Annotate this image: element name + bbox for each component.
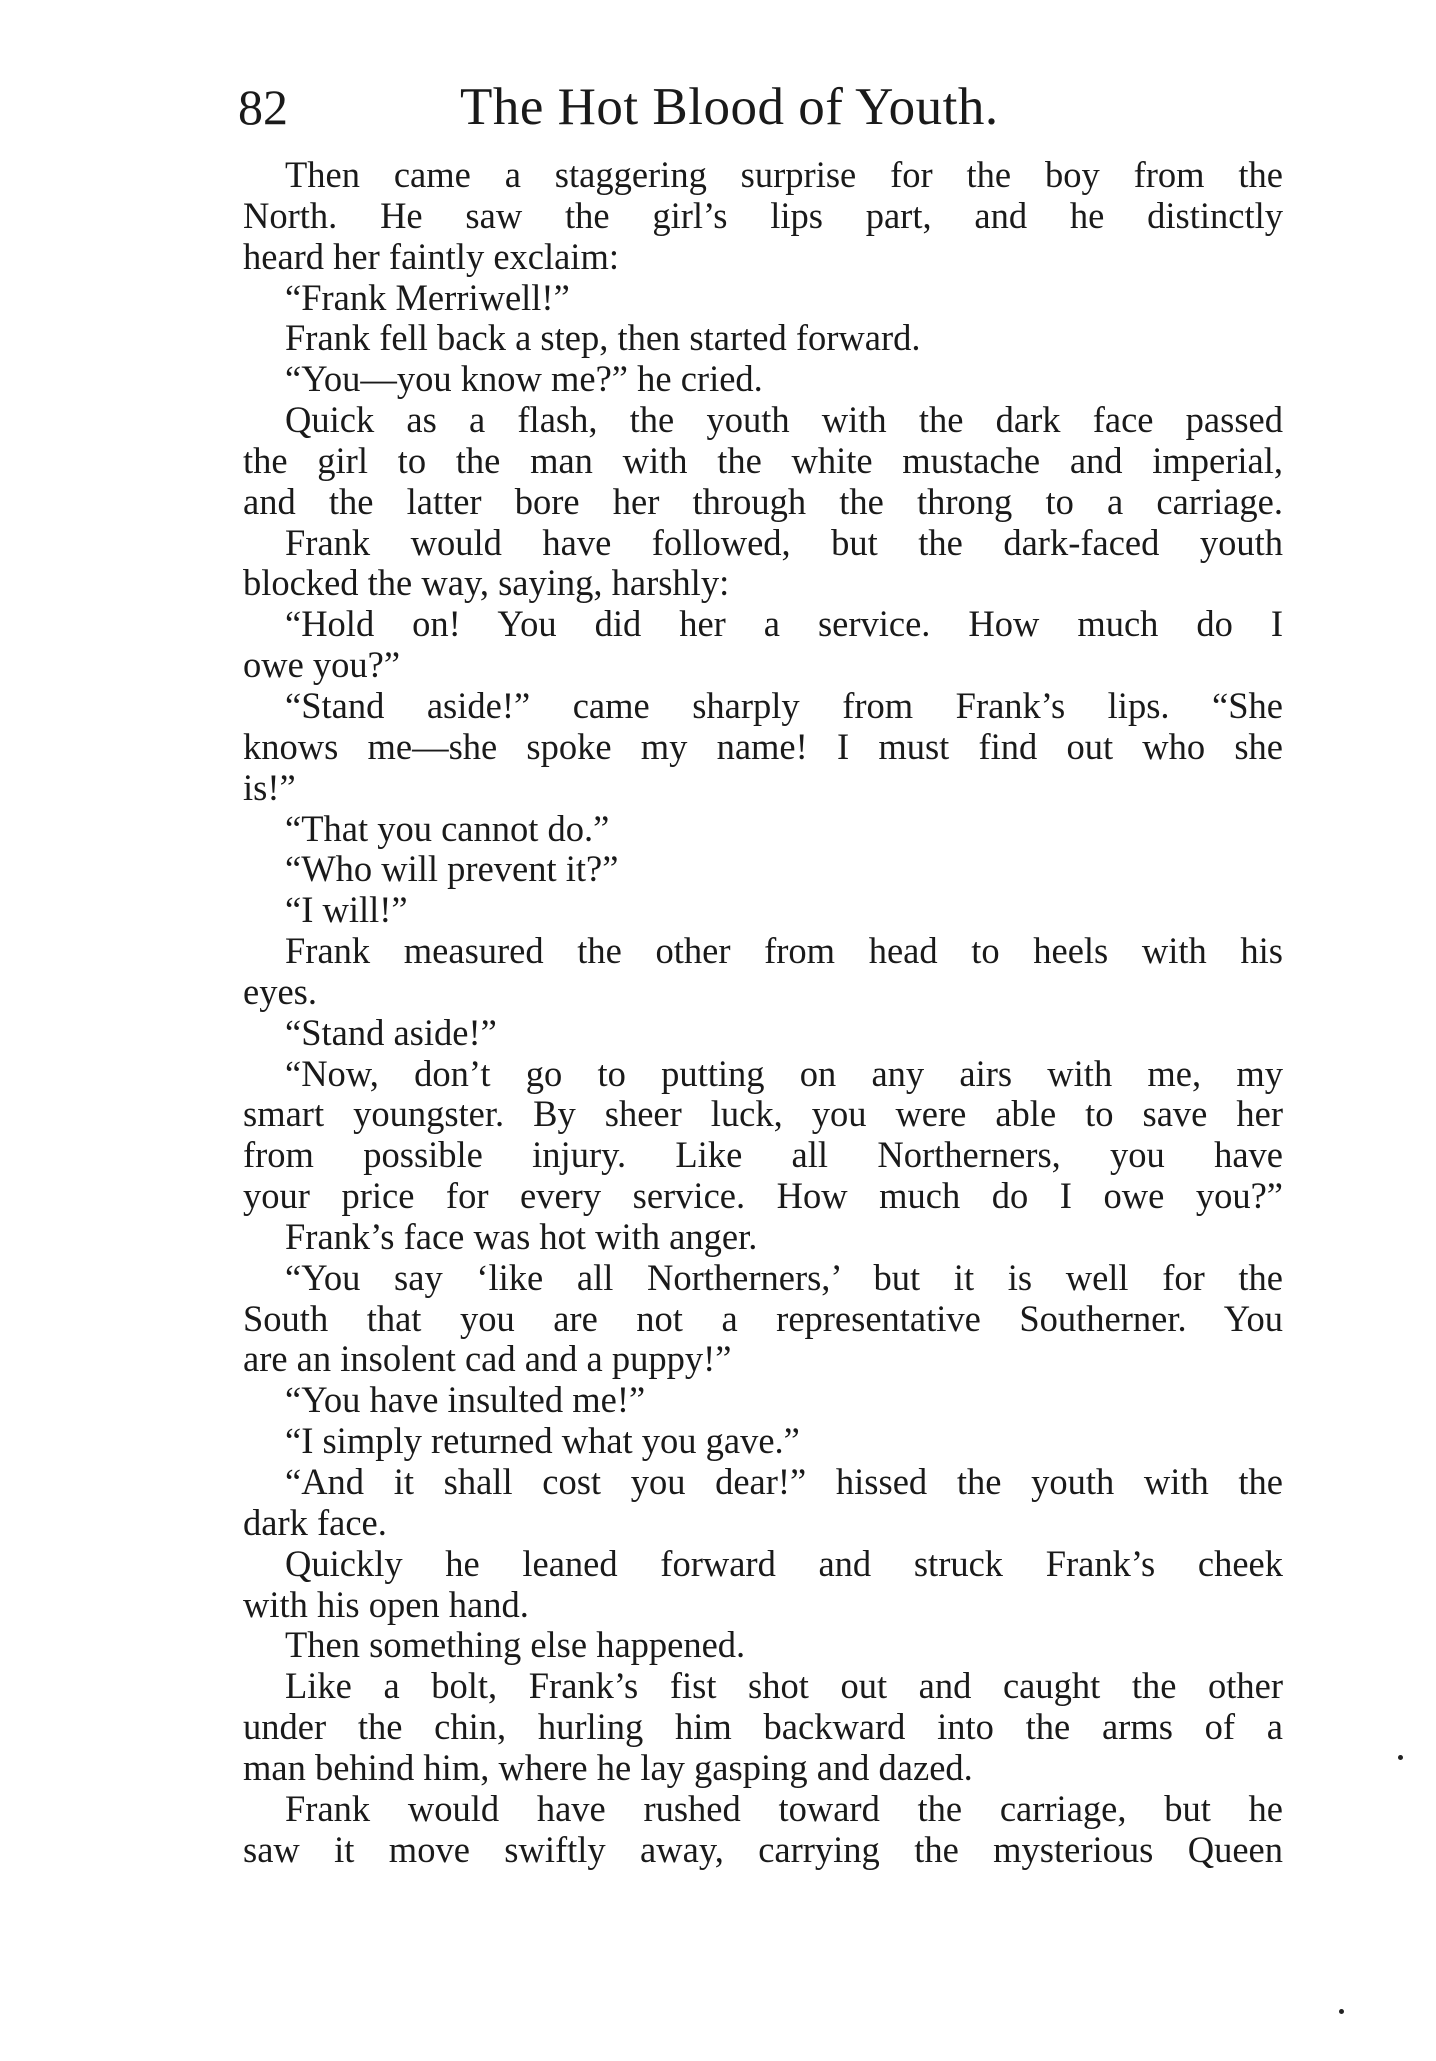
text-line: “You—you know me?” he cried. bbox=[285, 359, 763, 400]
text-line: Then something else happened. bbox=[285, 1625, 746, 1666]
text-line: with his open hand. bbox=[243, 1584, 529, 1625]
text-line: Frank’s face was hot with anger. bbox=[285, 1216, 758, 1257]
text-line: heard her faintly exclaim: bbox=[243, 236, 619, 277]
text-line: Quickly he leaned forward and struck Frank’s cheek bbox=[285, 1543, 1283, 1584]
text-line: are an insolent cad and a puppy!” bbox=[243, 1339, 732, 1380]
text-line: “Stand aside!” came sharply from Frank’s lips. “She bbox=[285, 685, 1283, 726]
text-line: “You say ‘like all Northerners,’ but it is well for the bbox=[285, 1257, 1283, 1298]
text-line: Quick as a flash, the youth with the dark face passed bbox=[285, 400, 1283, 441]
text-line: North. He saw the girl’s lips part, and he distinctly bbox=[243, 195, 1283, 236]
text-line: the girl to the man with the white mustache and imperial, bbox=[243, 440, 1283, 481]
text-line: “Now, don’t go to putting on any airs with me, my bbox=[285, 1053, 1283, 1094]
page-header bbox=[238, 72, 1288, 142]
text-line: “Stand aside!” bbox=[285, 1012, 497, 1053]
text-line: Then came a staggering surprise for the boy from the bbox=[285, 155, 1283, 195]
text-line: “And it shall cost you dear!” hissed the youth with the bbox=[285, 1462, 1283, 1502]
page-number: 82 bbox=[238, 79, 288, 135]
text-line: Frank would have followed, but the dark-faced youth bbox=[285, 522, 1283, 563]
text-line: “Hold on! You did her a service. How much do I bbox=[285, 604, 1283, 645]
text-line: under the chin, hurling him backward into the arms of a bbox=[243, 1707, 1283, 1748]
text-line: and the latter bore her through the throng to a carriage. bbox=[243, 481, 1283, 522]
text-line: blocked the way, saying, harshly: bbox=[243, 563, 730, 604]
text-line: is!” bbox=[243, 767, 296, 808]
text-line: from possible injury. Like all Northerners, you have bbox=[243, 1135, 1283, 1176]
text-line: “Frank Merriwell!” bbox=[285, 277, 570, 318]
text-line: South that you are not a representative Southerner. You bbox=[243, 1298, 1283, 1339]
running-title: The Hot Blood of Youth. bbox=[460, 78, 999, 136]
text-line: Like a bolt, Frank’s fist shot out and caught the other bbox=[285, 1666, 1283, 1707]
text-line: eyes. bbox=[243, 971, 317, 1012]
text-line: “Who will prevent it?” bbox=[285, 849, 619, 890]
text-line: “You have insulted me!” bbox=[285, 1380, 646, 1421]
text-line: Frank would have rushed toward the carriage, but he bbox=[285, 1788, 1283, 1829]
text-line: Frank fell back a step, then started forward. bbox=[285, 318, 921, 359]
print-speck bbox=[1398, 1755, 1403, 1760]
text-line: dark face. bbox=[243, 1502, 387, 1543]
text-line: “I will!” bbox=[285, 890, 408, 931]
body-text bbox=[243, 155, 1283, 1870]
text-line: smart youngster. By sheer luck, you were able to save her bbox=[243, 1094, 1283, 1135]
text-line: “I simply returned what you gave.” bbox=[285, 1421, 800, 1462]
text-line: “That you cannot do.” bbox=[285, 808, 610, 849]
text-line: man behind him, where he lay gasping and dazed. bbox=[243, 1747, 973, 1788]
text-line: your price for every service. How much do I owe you?” bbox=[243, 1176, 1283, 1217]
print-speck bbox=[1339, 2009, 1344, 2014]
text-line: saw it move swiftly away, carrying the mysterious Queen bbox=[243, 1829, 1283, 1870]
text-line: knows me—she spoke my name! I must find out who she bbox=[243, 726, 1283, 767]
text-line: owe you?” bbox=[243, 645, 401, 686]
text-line: Frank measured the other from head to heels with his bbox=[285, 931, 1283, 972]
